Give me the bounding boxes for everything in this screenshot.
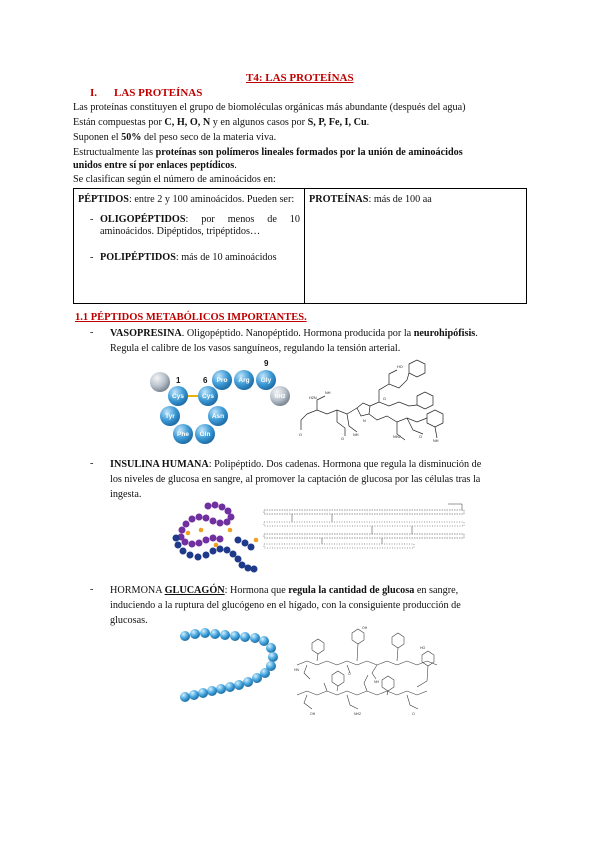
section-heading-peptidos-metabolicos: 1.1 PÉPTIDOS METABÓLICOS IMPORTANTES. bbox=[75, 312, 307, 323]
glucagon-text-a: HORMONA bbox=[110, 585, 165, 596]
position-label: 1 bbox=[176, 376, 181, 385]
svg-text:HO: HO bbox=[420, 646, 426, 650]
svg-text:O: O bbox=[341, 437, 344, 441]
p4-bold-c: unidos entre sí por enlaces peptídicos bbox=[73, 160, 235, 171]
position-label: 9 bbox=[264, 359, 269, 368]
glucagon-line1 bbox=[110, 584, 458, 597]
p3-text-a: Suponen el bbox=[73, 132, 122, 143]
section-heading-text: LAS PROTEÍNAS bbox=[114, 87, 203, 99]
terminal-bead bbox=[150, 372, 170, 392]
bullet-dash: - bbox=[90, 327, 94, 338]
svg-text:NH: NH bbox=[374, 680, 380, 684]
p4-bold-b: proteínas son polímeros lineales formados por la unión de aminoácidos bbox=[155, 147, 463, 158]
classification-table bbox=[73, 188, 527, 304]
svg-text:NH: NH bbox=[325, 391, 331, 395]
svg-text:HO: HO bbox=[397, 365, 403, 369]
glucagon-bold: regula la cantidad de glucosa bbox=[288, 585, 415, 596]
p4-text-d: . bbox=[234, 160, 237, 171]
residue-label: Arg bbox=[238, 377, 250, 384]
bullet-oligopeptidos bbox=[78, 214, 300, 238]
svg-text:NH2: NH2 bbox=[354, 712, 362, 716]
svg-text:O: O bbox=[299, 433, 302, 437]
section-number: I. bbox=[90, 87, 98, 99]
residue-label: NH2 bbox=[274, 394, 286, 400]
insulin-bead-figure bbox=[168, 500, 263, 575]
bullet-dash: - bbox=[90, 458, 94, 469]
glucagon-title: GLUCAGÓN bbox=[164, 585, 225, 596]
residue-label: Pro bbox=[216, 377, 228, 384]
vasopresina-line2: Regula el calibre de los vasos sanguíneos, regulando la tensión arterial. bbox=[110, 343, 401, 354]
glucagon-text-d: en sangre, bbox=[414, 585, 459, 596]
svg-text:O: O bbox=[348, 672, 351, 676]
oligopeptidos-text: : por menos de 10 aminoácidos. Dipéptidos, tripéptidos… bbox=[100, 214, 300, 237]
paragraph-4-cont bbox=[73, 159, 237, 172]
svg-text:O: O bbox=[419, 435, 422, 439]
oligopeptidos-title: OLIGOPÉPTIDOS bbox=[100, 214, 186, 225]
page-title: T4: LAS PROTEÍNAS bbox=[246, 72, 354, 84]
paragraph-4 bbox=[73, 146, 527, 159]
glucagon-structural-formula bbox=[292, 625, 452, 720]
vasopresina-title: VASOPRESINA bbox=[110, 328, 182, 339]
p4-text-a: Estructualmente las bbox=[73, 147, 156, 158]
insulina-line2: los niveles de glucosa en sangre, al promover la captación de glucosa por las células tras la bbox=[110, 474, 481, 485]
vasopressin-structural-formula bbox=[297, 356, 457, 448]
paragraph-2 bbox=[73, 116, 369, 129]
glucagon-line2: induciendo a la ruptura del glucógeno en el hígado, con la consiguiente producción de bbox=[110, 600, 461, 611]
vasopresina-text-a: . Oligopéptido. Nanopéptido. Hormona producida por la bbox=[181, 328, 414, 339]
paragraph-5: Se clasifican según el número de aminoácidos en: bbox=[73, 174, 276, 185]
residue-label: Gly bbox=[260, 377, 272, 384]
paragraph-3 bbox=[73, 131, 276, 144]
proteinas-text: : más de 100 aa bbox=[368, 194, 432, 205]
polipeptidos-title: POLIPÉPTIDOS bbox=[100, 252, 176, 263]
residue-label: Cys bbox=[172, 393, 184, 400]
p2-text-c: y en algunos casos por bbox=[210, 117, 308, 128]
insulina-title: INSULINA HUMANA bbox=[110, 459, 209, 470]
p2-text-e: . bbox=[366, 117, 370, 128]
svg-text:H2N: H2N bbox=[309, 396, 317, 400]
p3-percent: 50% bbox=[121, 132, 142, 143]
peptidos-text: : entre 2 y 100 aminoácidos. Pueden ser: bbox=[128, 194, 295, 205]
bullet-dash: - bbox=[90, 214, 94, 225]
residue-label: Gln bbox=[199, 431, 211, 438]
glucagon-bead-figure bbox=[175, 622, 295, 707]
svg-text:OH: OH bbox=[310, 712, 316, 716]
peptidos-title: PÉPTIDOS bbox=[78, 194, 129, 205]
glucagon-text-b: : Hormona que bbox=[224, 585, 289, 596]
bullet-dash: - bbox=[90, 584, 94, 595]
svg-text:N: N bbox=[363, 419, 366, 423]
vasopresina-text-c: . bbox=[475, 328, 478, 339]
svg-text:O: O bbox=[383, 397, 386, 401]
svg-text:OH: OH bbox=[362, 626, 368, 630]
insulin-sequence-formula bbox=[262, 500, 472, 560]
position-label: 6 bbox=[203, 376, 208, 385]
residue-label: Asn bbox=[211, 413, 225, 420]
paragraph-1: Las proteínas constituyen el grupo de biomoléculas orgánicas más abundante (después del agua) bbox=[73, 102, 466, 113]
table-cell-proteinas bbox=[305, 189, 527, 304]
residue-label: Cys bbox=[202, 393, 214, 400]
bullet-polipeptidos bbox=[78, 252, 300, 264]
peptidos-definition bbox=[78, 194, 300, 206]
vasopressin-bead-figure bbox=[148, 356, 298, 456]
p2-trace-elements: S, P, Fe, I, Cu bbox=[307, 117, 367, 128]
residue-label: Tyr bbox=[165, 413, 175, 420]
polipeptidos-text: : más de 10 aminoácidos bbox=[175, 252, 277, 263]
svg-text:NH: NH bbox=[433, 439, 439, 443]
insulina-line1 bbox=[110, 458, 481, 471]
p2-text-a: Están compuestas por bbox=[73, 117, 165, 128]
insulina-line3: ingesta. bbox=[110, 489, 142, 500]
proteinas-title: PROTEÍNAS bbox=[309, 194, 369, 205]
bullet-dash: - bbox=[90, 252, 94, 263]
table-cell-peptidos bbox=[74, 189, 305, 304]
vasopresina-neurohipofisis: neurohipófisis bbox=[413, 328, 476, 339]
svg-text:NH2: NH2 bbox=[393, 435, 401, 439]
svg-text:NH: NH bbox=[353, 433, 359, 437]
svg-text:HN: HN bbox=[294, 668, 300, 672]
residue-label: Phe bbox=[177, 431, 189, 438]
vasopresina-line1 bbox=[110, 327, 478, 340]
p2-elements: C, H, O, N bbox=[164, 117, 211, 128]
insulina-text: : Polipéptido. Dos cadenas. Hormona que regula la disminución de bbox=[208, 459, 482, 470]
p3-text-c: del peso seco de la materia viva. bbox=[141, 132, 277, 143]
glucagon-line3: glucosas. bbox=[110, 615, 148, 626]
svg-text:O: O bbox=[412, 712, 415, 716]
